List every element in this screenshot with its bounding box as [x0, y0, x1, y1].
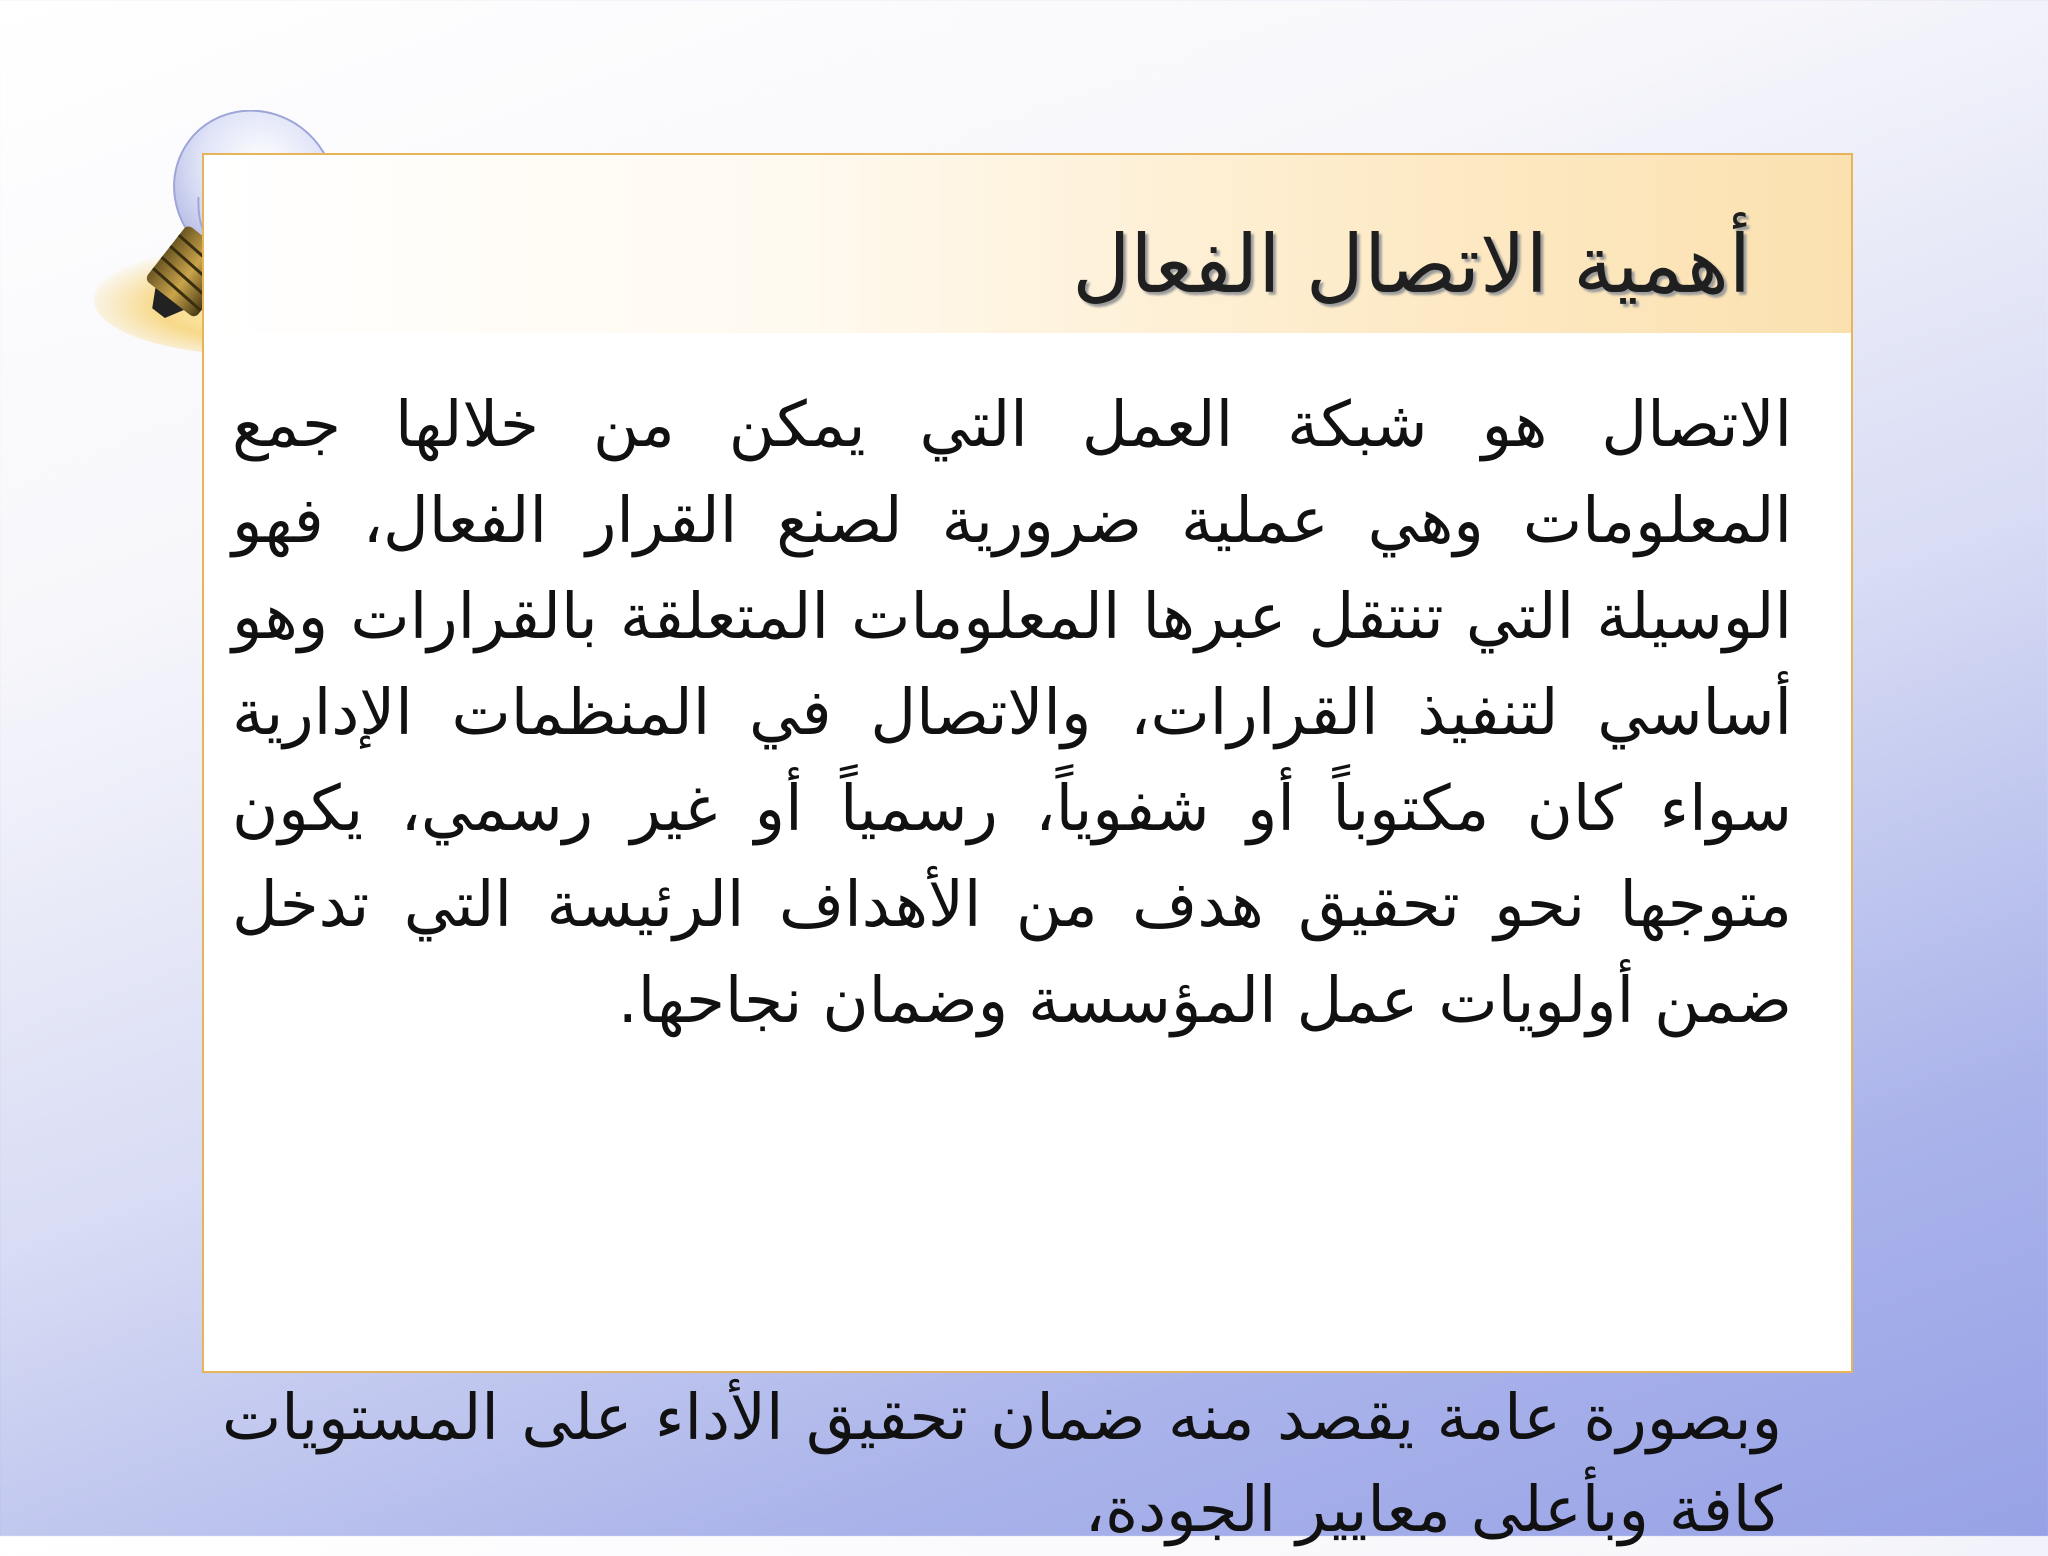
continued-paragraph: وبصورة عامة يقصد منه ضمان تحقيق الأداء على المستويات كافة وبأعلى معايير الجودة،: [222, 1381, 1782, 1546]
title-band: [204, 155, 1851, 333]
slide-title: أهمية الاتصال الفعال: [1072, 218, 1751, 311]
body-paragraph: الاتصال هو شبكة العمل التي يمكن من خلالها جمع المعلومات وهي عملية ضرورية لصنع القرار الفعال، فهو الوسيلة التي تنتقل عبرها المعلومات المتعلقة بالقرارات وهو أساسي لتنفيذ القرارات، والاتصال في المنظمات الإدارية سواء كان مكتوباً أو شفوياً، رسمياً أو غير رسمي، يكون متوجها نحو تحقيق هدف من الأهداف الرئيسة التي تدخل ضمن أولويات عمل المؤسسة وضمان نجاحها.: [232, 388, 1792, 1037]
content-frame: [202, 153, 1853, 1373]
